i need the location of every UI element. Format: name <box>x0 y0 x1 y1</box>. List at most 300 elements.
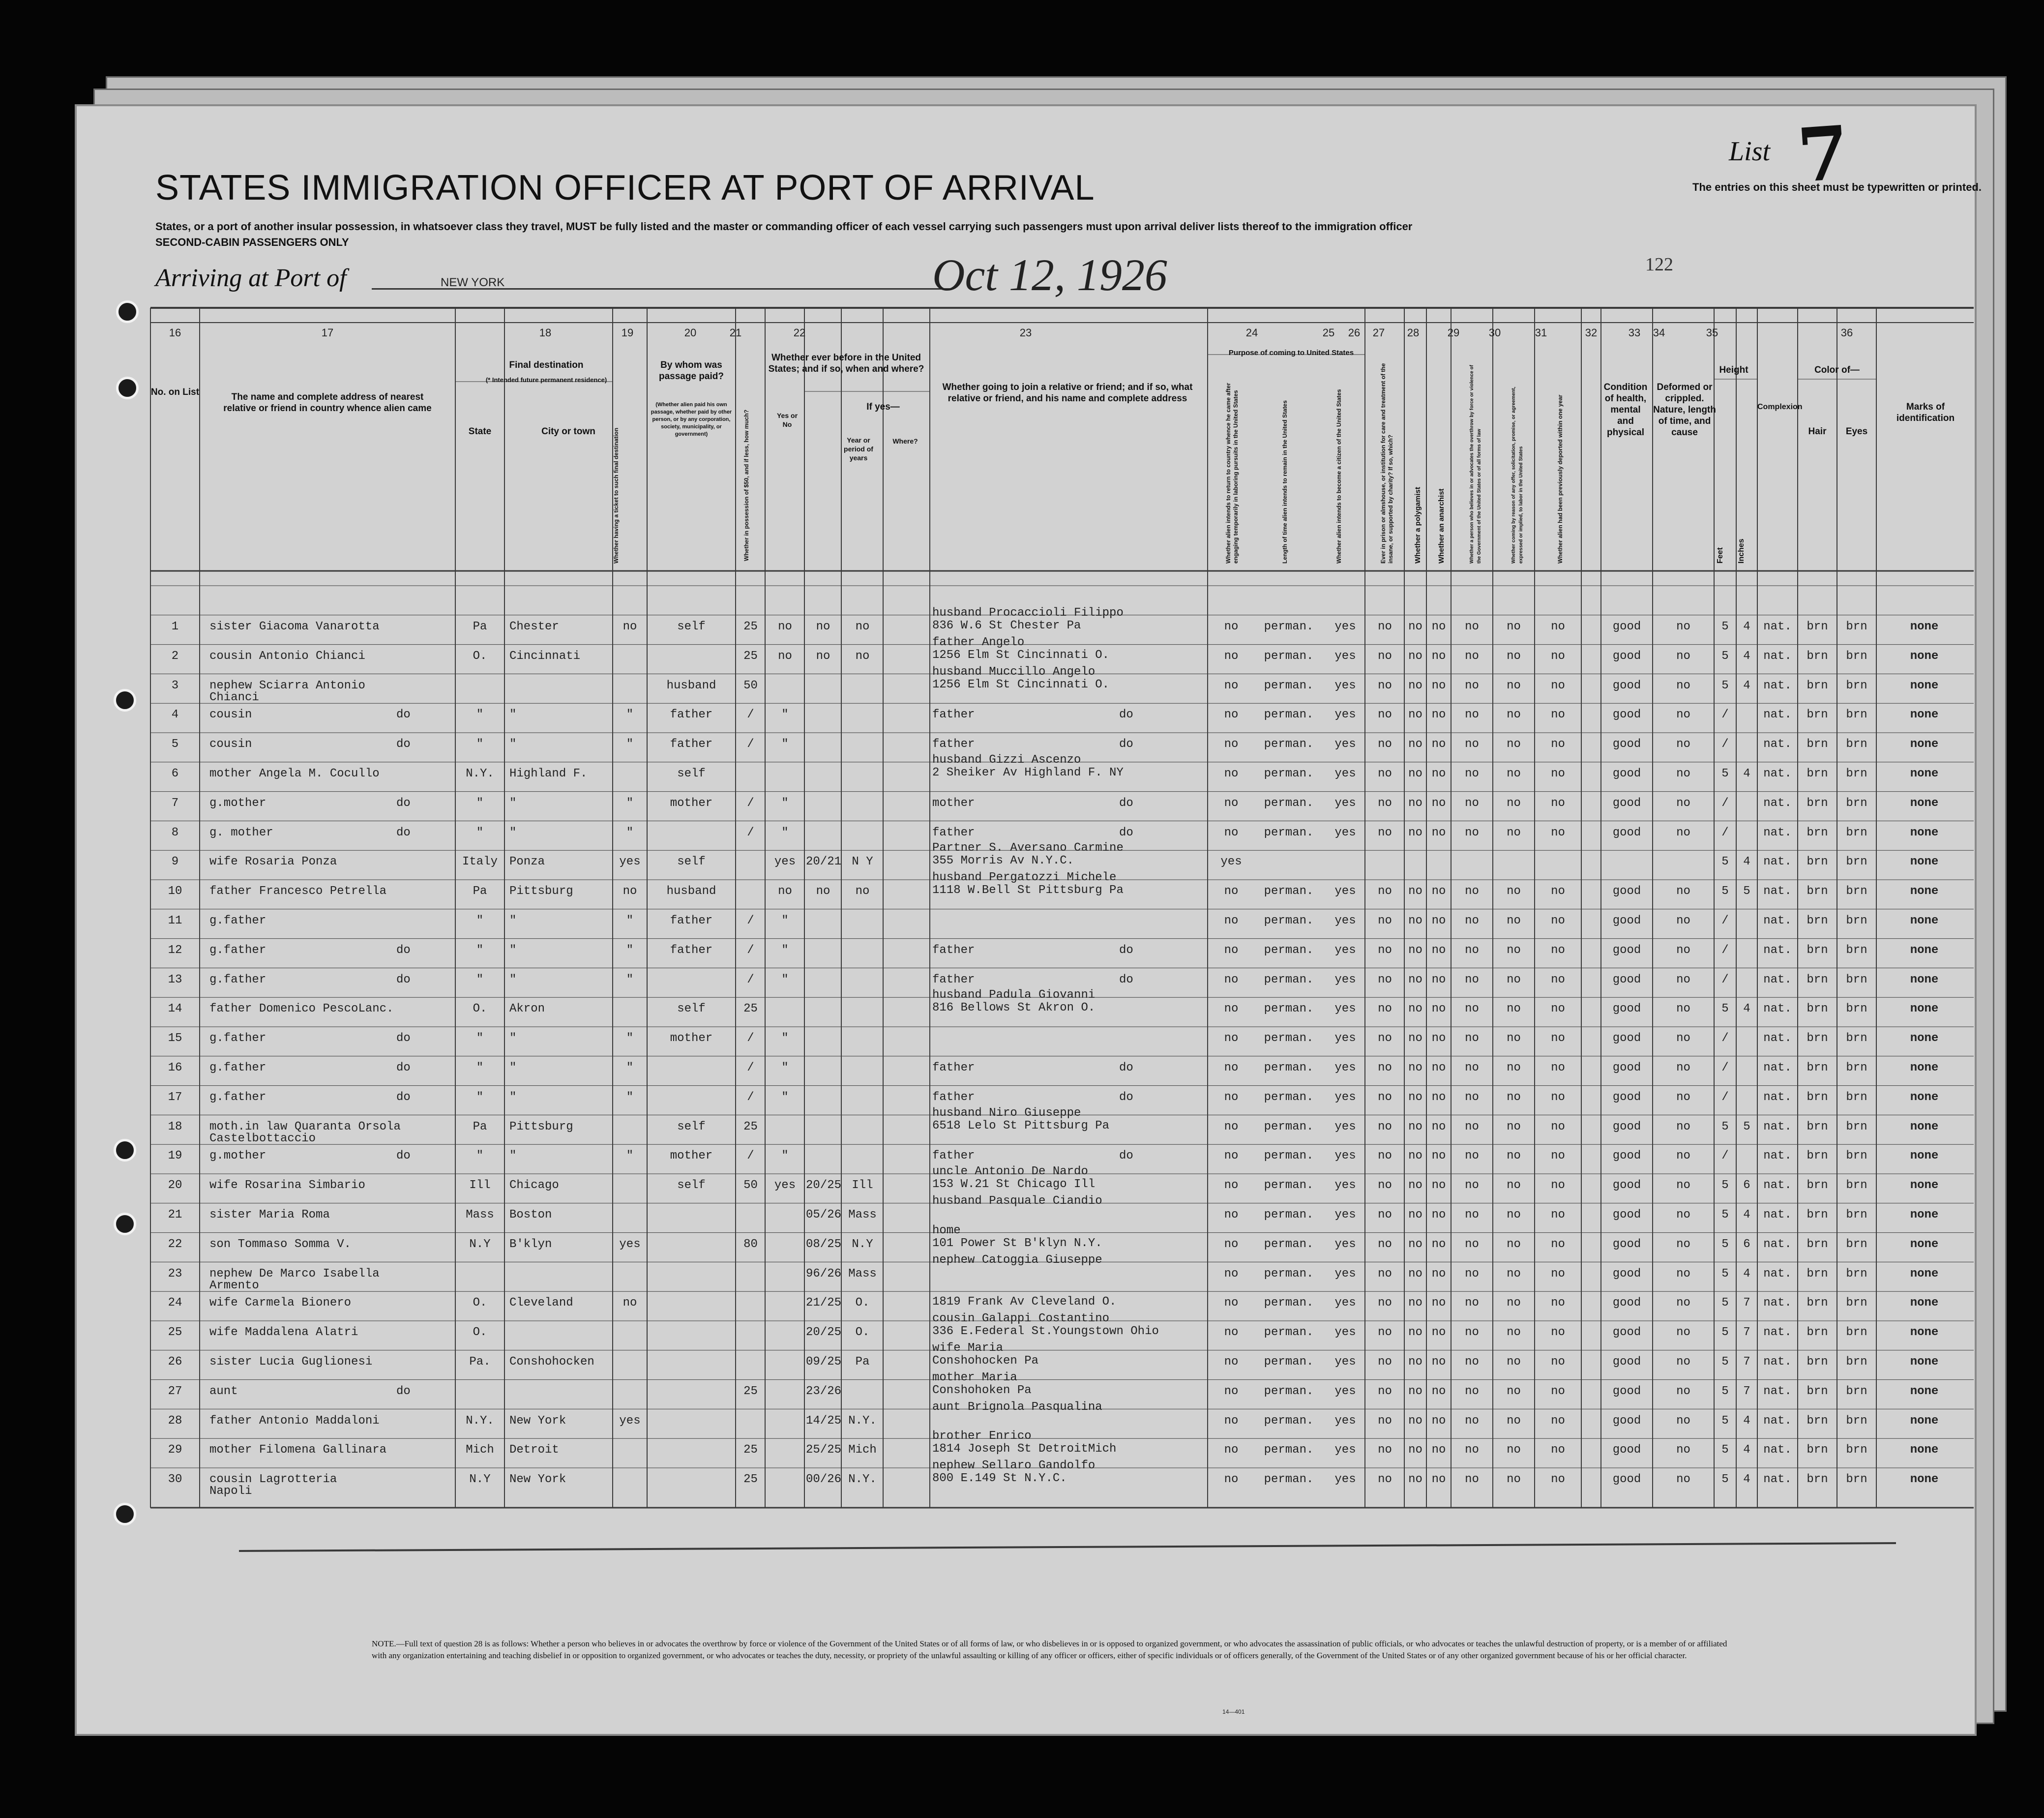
cell-marks: none <box>1910 1296 1939 1310</box>
cell-marks: none <box>1910 1032 1939 1045</box>
cell-complexion: nat. <box>1763 1384 1792 1398</box>
cell-relative: nephew Sciarra Antonio <box>209 679 365 692</box>
hdr-deformed: Deformed or crippled. Nature, length of time, and cause <box>1653 382 1716 438</box>
cell-state: " <box>476 796 484 810</box>
cell-d: no <box>1378 767 1392 780</box>
cell-c: yes <box>1334 885 1356 898</box>
cell-state: " <box>476 1090 484 1104</box>
cell-no: 6 <box>171 767 179 780</box>
cell-marks: none <box>1910 943 1939 957</box>
hdr-yes-no: Yes or No <box>776 412 798 428</box>
cell-city: " <box>509 708 517 722</box>
cell-money: / <box>747 914 754 927</box>
hdr-before: Whether ever before in the United States; and if so, when and where? <box>768 353 924 374</box>
cell-g: no <box>1465 1355 1479 1369</box>
cell-complexion: nat. <box>1763 1090 1792 1104</box>
cell-relative: mother Angela M. Cocullo <box>209 767 380 780</box>
cell-eyes: brn <box>1846 1090 1867 1104</box>
cell-a: no <box>1224 1414 1239 1428</box>
cell-h: no <box>1507 796 1521 810</box>
cell-eyes: brn <box>1846 1032 1867 1045</box>
cell-c: yes <box>1334 943 1356 957</box>
cell-d: no <box>1378 1120 1392 1133</box>
cell-paid: husband <box>666 885 716 898</box>
cell-period: 25/25 <box>806 1443 842 1457</box>
cell-d: no <box>1378 708 1392 722</box>
cell-relative: aunt <box>209 1384 238 1398</box>
cell-no: 22 <box>168 1237 182 1251</box>
cell-i: no <box>1551 796 1565 810</box>
cell-health: good <box>1612 1296 1641 1310</box>
cell-relative: wife Carmela Bionero <box>209 1296 352 1310</box>
cell-h: no <box>1507 1355 1521 1369</box>
cell-a: no <box>1224 767 1239 780</box>
cell-inches: 5 <box>1743 885 1750 898</box>
cell-eyes: brn <box>1846 1267 1867 1281</box>
cell-h: no <box>1507 1208 1521 1222</box>
col-number: 22 <box>793 327 806 339</box>
cell-paid: self <box>677 1002 706 1016</box>
cell-eyes: brn <box>1846 1237 1867 1251</box>
cell-eyes: brn <box>1846 1473 1867 1487</box>
cell-relative: wife Rosarina Simbario <box>209 1179 365 1192</box>
cell-feet: 5 <box>1721 1237 1729 1251</box>
cell-join-address: 1256 Elm St Cincinnati O. <box>932 678 1110 691</box>
hdr-anarchist: Whether an anarchist <box>1437 488 1446 564</box>
cell-marks: none <box>1910 914 1939 927</box>
cell-health: good <box>1612 973 1641 986</box>
cell-inches: 7 <box>1743 1384 1750 1398</box>
cell-i: no <box>1551 1208 1565 1222</box>
cell-city: Pittsburg <box>509 1120 573 1133</box>
cell-join-address: 800 E.149 St N.Y.C. <box>932 1472 1067 1486</box>
cell-eyes: brn <box>1846 1443 1867 1457</box>
cell-deformed: no <box>1676 1090 1690 1104</box>
cell-e: no <box>1408 1149 1422 1163</box>
cell-join: uncle Antonio De Nardo <box>932 1165 1088 1179</box>
cell-health: good <box>1612 708 1641 722</box>
cell-join: husband Gizzi Ascenzo <box>932 753 1081 767</box>
cell-hair: brn <box>1807 1296 1828 1310</box>
cell-period: 20/21 <box>806 855 842 869</box>
cell-marks: none <box>1910 679 1939 692</box>
cell-a: no <box>1224 1149 1239 1163</box>
cell-eyes: brn <box>1846 1149 1867 1163</box>
hdr-final-destination-note: (* Intended future permanent residence) <box>485 376 607 384</box>
cell-health: good <box>1612 1061 1641 1074</box>
cell-marks: none <box>1910 1473 1939 1487</box>
cell-no: 24 <box>168 1296 182 1310</box>
cell-complexion: nat. <box>1763 738 1792 751</box>
cell-b: perman. <box>1264 943 1314 957</box>
cell-h: no <box>1507 973 1521 986</box>
cell-h: no <box>1507 885 1521 898</box>
cell-a: no <box>1224 796 1239 810</box>
cell-period: 08/25 <box>806 1237 842 1251</box>
cell-city: B'klyn <box>509 1237 552 1251</box>
cell-complexion: nat. <box>1763 649 1792 663</box>
cell-before: " <box>781 973 789 986</box>
cell-relative: g. mother <box>209 826 273 839</box>
cell-deformed: no <box>1676 796 1690 810</box>
cell-h: no <box>1507 914 1521 927</box>
cell-h: no <box>1507 708 1521 722</box>
cell-a: no <box>1224 1208 1239 1222</box>
cell-i: no <box>1551 1237 1565 1251</box>
cell-f: no <box>1431 1208 1446 1222</box>
cell-b: perman. <box>1264 649 1314 663</box>
cell-before: " <box>781 738 789 751</box>
cell-join-address: 1118 W.Bell St Pittsburg Pa <box>932 884 1124 897</box>
cell-hair: brn <box>1807 767 1828 780</box>
cell-city: Cleveland <box>509 1296 573 1310</box>
cell-d: no <box>1378 1326 1392 1340</box>
cell-b: perman. <box>1264 1149 1314 1163</box>
cell-no: 15 <box>168 1032 182 1045</box>
cell-deformed: no <box>1676 1414 1690 1428</box>
cell-i: no <box>1551 649 1565 663</box>
cell-marks: none <box>1910 1002 1939 1016</box>
cell-join: father <box>932 973 975 986</box>
cell-no: 16 <box>168 1061 182 1074</box>
cell-h: no <box>1507 1237 1521 1251</box>
cell-money: 25 <box>743 1473 758 1487</box>
cell-no: 28 <box>168 1414 182 1428</box>
cell-relative-line2: do <box>396 796 411 810</box>
cell-city: " <box>509 738 517 751</box>
col-number: 24 <box>1245 327 1258 339</box>
page-title: STATES IMMIGRATION OFFICER AT PORT OF ARRIVAL <box>155 168 1095 208</box>
cell-inches: 4 <box>1743 855 1750 869</box>
cell-c: yes <box>1334 738 1356 751</box>
cell-f: no <box>1431 708 1446 722</box>
cell-feet: 5 <box>1721 885 1729 898</box>
hdr-ticket: Whether having a ticket to such final destination <box>613 427 620 564</box>
cell-paid: father <box>670 708 713 722</box>
cell-c: yes <box>1334 767 1356 780</box>
cell-relative-line2: do <box>396 708 411 722</box>
cell-inches: 7 <box>1743 1296 1750 1310</box>
cell-f: no <box>1431 738 1446 751</box>
cell-inches: 4 <box>1743 1473 1750 1487</box>
cell-a: no <box>1224 1473 1239 1487</box>
cell-join-address: do <box>1119 738 1133 751</box>
cell-city: Pittsburg <box>509 885 573 898</box>
cell-before: " <box>781 1090 789 1104</box>
col-number: 26 <box>1348 327 1361 339</box>
cell-state: " <box>476 973 484 986</box>
cell-relative-line2: do <box>396 1032 411 1045</box>
cell-e: no <box>1408 679 1422 692</box>
cell-paid: father <box>670 914 713 927</box>
cell-g: no <box>1465 1384 1479 1398</box>
cell-feet: / <box>1721 826 1729 839</box>
cell-feet: 5 <box>1721 1267 1729 1281</box>
cell-deformed: no <box>1676 1120 1690 1133</box>
cell-period: 23/26 <box>806 1384 842 1398</box>
cell-a: no <box>1224 973 1239 986</box>
cell-city: New York <box>509 1414 566 1428</box>
cell-eyes: brn <box>1846 1326 1867 1340</box>
cell-money: 50 <box>743 1179 758 1192</box>
cell-before: " <box>781 708 789 722</box>
cell-ticket: " <box>626 1061 634 1074</box>
cell-city: Cincinnati <box>509 649 581 663</box>
cell-deformed: no <box>1676 1208 1690 1222</box>
cell-e: no <box>1408 620 1422 633</box>
cell-paid: mother <box>670 796 713 810</box>
cell-c: yes <box>1334 1237 1356 1251</box>
cell-hair: brn <box>1807 885 1828 898</box>
cell-deformed: no <box>1676 1002 1690 1016</box>
cell-g: no <box>1465 708 1479 722</box>
cell-b: perman. <box>1264 767 1314 780</box>
cell-feet: 5 <box>1721 1443 1729 1457</box>
hdr-passage: By whom was passage paid? <box>659 360 724 382</box>
cell-h: no <box>1507 1326 1521 1340</box>
cell-health: good <box>1612 767 1641 780</box>
cell-e: no <box>1408 1032 1422 1045</box>
cell-join-address: 1256 Elm St Cincinnati O. <box>932 648 1110 662</box>
cell-d: no <box>1378 1267 1392 1281</box>
cell-state: " <box>476 914 484 927</box>
cell-d: no <box>1378 1237 1392 1251</box>
cell-i: no <box>1551 1267 1565 1281</box>
cell-deformed: no <box>1676 708 1690 722</box>
cell-money: / <box>747 1090 754 1104</box>
cell-f: no <box>1431 1384 1446 1398</box>
cell-i: no <box>1551 738 1565 751</box>
cell-health: good <box>1612 1384 1641 1398</box>
cell-paid: father <box>670 943 713 957</box>
cell-relative-line2: Castelbottaccio <box>209 1132 316 1145</box>
cell-join-address: 1819 Frank Av Cleveland O. <box>932 1295 1117 1309</box>
cell-hair: brn <box>1807 1443 1828 1457</box>
cell-d: no <box>1378 914 1392 927</box>
cell-relative-line2: do <box>396 1149 411 1163</box>
cell-b: perman. <box>1264 1179 1314 1192</box>
cell-marks: none <box>1910 1326 1939 1340</box>
cell-city: " <box>509 973 517 986</box>
cell-hair: brn <box>1807 1090 1828 1104</box>
cell-money: / <box>747 1032 754 1045</box>
cell-join-address: do <box>1119 796 1133 810</box>
cell-i: no <box>1551 885 1565 898</box>
cell-h: no <box>1507 1384 1521 1398</box>
cell-d: no <box>1378 1149 1392 1163</box>
cell-e: no <box>1408 1208 1422 1222</box>
cell-hair: brn <box>1807 796 1828 810</box>
hdr-inches: Inches <box>1737 538 1746 564</box>
cell-b: perman. <box>1264 1090 1314 1104</box>
cell-feet: / <box>1721 1032 1729 1045</box>
cell-deformed: no <box>1676 1267 1690 1281</box>
cell-hair: brn <box>1807 708 1828 722</box>
cell-g: no <box>1465 1032 1479 1045</box>
cell-no: 30 <box>168 1473 182 1487</box>
page-number: 122 <box>1645 254 1673 275</box>
cell-complexion: nat. <box>1763 767 1792 780</box>
cell-relative: father Francesco Petrella <box>209 885 387 898</box>
cell-c: yes <box>1334 1355 1356 1369</box>
cell-feet: 5 <box>1721 1326 1729 1340</box>
cell-e: no <box>1408 1120 1422 1133</box>
cell-hair: brn <box>1807 943 1828 957</box>
cell-g: no <box>1465 1149 1479 1163</box>
col-number: 23 <box>1019 327 1032 339</box>
cell-no: 12 <box>168 943 182 957</box>
cell-f: no <box>1431 1090 1446 1104</box>
cell-join-address: do <box>1119 708 1133 722</box>
cell-hair: brn <box>1807 1179 1828 1192</box>
cell-h: no <box>1507 679 1521 692</box>
cell-no: 4 <box>171 708 179 722</box>
list-label: List <box>1729 136 1771 167</box>
cell-health: good <box>1612 1208 1641 1222</box>
cell-h: no <box>1507 826 1521 839</box>
cell-complexion: nat. <box>1763 1120 1792 1133</box>
cell-state: Mass <box>466 1208 494 1222</box>
cell-where: Mass <box>848 1267 877 1281</box>
cell-b: perman. <box>1264 679 1314 692</box>
cell-ticket: yes <box>619 855 641 869</box>
cell-f: no <box>1431 1326 1446 1340</box>
cell-feet: 5 <box>1721 1473 1729 1487</box>
cell-c: yes <box>1334 1267 1356 1281</box>
hdr-city: City or town <box>541 426 595 437</box>
cell-g: no <box>1465 826 1479 839</box>
cell-relative-line2: do <box>396 973 411 986</box>
cell-ticket: " <box>626 1032 634 1045</box>
cell-money: / <box>747 1061 754 1074</box>
cell-no: 1 <box>171 620 179 633</box>
cell-marks: none <box>1910 1443 1939 1457</box>
cell-where: Mich <box>848 1443 877 1457</box>
cell-state: N.Y. <box>466 767 494 780</box>
cell-join: home <box>932 1223 961 1237</box>
cell-paid: self <box>677 855 706 869</box>
cell-marks: none <box>1910 1120 1939 1133</box>
cell-where: N.Y. <box>848 1473 877 1487</box>
cell-join: father Angelo <box>932 635 1025 649</box>
cell-state: Pa <box>473 885 487 898</box>
cell-i: no <box>1551 1384 1565 1398</box>
cell-deformed: no <box>1676 679 1690 692</box>
cell-inches: 7 <box>1743 1326 1750 1340</box>
cell-i: no <box>1551 973 1565 986</box>
cell-where: N.Y. <box>848 1414 877 1428</box>
cell-relative-line2: do <box>396 738 411 751</box>
cell-period: 20/25 <box>806 1326 842 1340</box>
cell-f: no <box>1431 1443 1446 1457</box>
cell-no: 2 <box>171 649 179 663</box>
cell-join: husband Niro Giuseppe <box>932 1106 1081 1120</box>
cell-money: / <box>747 943 754 957</box>
cell-a: no <box>1224 1384 1239 1398</box>
cell-eyes: brn <box>1846 767 1867 780</box>
cell-health: good <box>1612 738 1641 751</box>
cell-money: 25 <box>743 620 758 633</box>
cell-relative: son Tommaso Somma V. <box>209 1237 352 1251</box>
cell-health: good <box>1612 1090 1641 1104</box>
cell-deformed: no <box>1676 738 1690 751</box>
cell-relative: cousin <box>209 708 252 722</box>
cell-no: 20 <box>168 1179 182 1192</box>
cell-hair: brn <box>1807 1414 1828 1428</box>
col-number: 16 <box>169 327 181 339</box>
cell-g: no <box>1465 973 1479 986</box>
cell-city: " <box>509 914 517 927</box>
cell-health: good <box>1612 1179 1641 1192</box>
cell-no: 17 <box>168 1090 182 1104</box>
cell-eyes: brn <box>1846 914 1867 927</box>
cell-g: no <box>1465 1208 1479 1222</box>
cell-join-address: 355 Morris Av N.Y.C. <box>932 854 1074 868</box>
cell-paid: mother <box>670 1032 713 1045</box>
cell-where: N.Y <box>852 1237 873 1251</box>
cell-c: yes <box>1334 1179 1356 1192</box>
cell-money: / <box>747 738 754 751</box>
cell-marks: none <box>1910 973 1939 986</box>
cell-e: no <box>1408 1090 1422 1104</box>
cell-join: Partner S. Aversano Carmine <box>932 841 1124 855</box>
cell-before: no <box>778 885 792 898</box>
cell-f: no <box>1431 1061 1446 1074</box>
cell-e: no <box>1408 1384 1422 1398</box>
cell-marks: none <box>1910 796 1939 810</box>
cell-join-address: 1814 Joseph St DetroitMich <box>932 1442 1117 1456</box>
cell-no: 26 <box>168 1355 182 1369</box>
cell-d: no <box>1378 1355 1392 1369</box>
cell-hair: brn <box>1807 1032 1828 1045</box>
manifest-page <box>75 104 1982 1736</box>
cell-d: no <box>1378 1296 1392 1310</box>
cell-complexion: nat. <box>1763 1355 1792 1369</box>
cell-deformed: no <box>1676 1296 1690 1310</box>
cell-join-address: do <box>1119 826 1133 839</box>
cell-period: 09/25 <box>806 1355 842 1369</box>
cell-join-address: 836 W.6 St Chester Pa <box>932 619 1081 632</box>
cell-c: yes <box>1334 1384 1356 1398</box>
cell-h: no <box>1507 767 1521 780</box>
cell-health: good <box>1612 1002 1641 1016</box>
cell-c: yes <box>1334 1443 1356 1457</box>
cell-f: no <box>1431 1032 1446 1045</box>
cell-f: no <box>1431 1414 1446 1428</box>
cell-c: yes <box>1334 973 1356 986</box>
cell-complexion: nat. <box>1763 1267 1792 1281</box>
cell-relative: wife Rosaria Ponza <box>209 855 337 869</box>
cell-g: no <box>1465 767 1479 780</box>
cell-relative: cousin Antonio Chianci <box>209 649 365 663</box>
cell-no: 7 <box>171 796 179 810</box>
cell-period: no <box>816 885 830 898</box>
cell-deformed: no <box>1676 885 1690 898</box>
col-number: 25 <box>1322 327 1335 339</box>
cell-money: 25 <box>743 1384 758 1398</box>
cell-h: no <box>1507 1090 1521 1104</box>
cell-where: Mass <box>848 1208 877 1222</box>
cell-c: yes <box>1334 1061 1356 1074</box>
cell-i: no <box>1551 1296 1565 1310</box>
cell-period: 96/26 <box>806 1267 842 1281</box>
cell-complexion: nat. <box>1763 1443 1792 1457</box>
hdr-color-of: Color of— <box>1814 365 1860 375</box>
cell-eyes: brn <box>1846 885 1867 898</box>
cell-relative-line2: do <box>396 826 411 839</box>
cell-d: no <box>1378 885 1392 898</box>
cell-e: no <box>1408 914 1422 927</box>
